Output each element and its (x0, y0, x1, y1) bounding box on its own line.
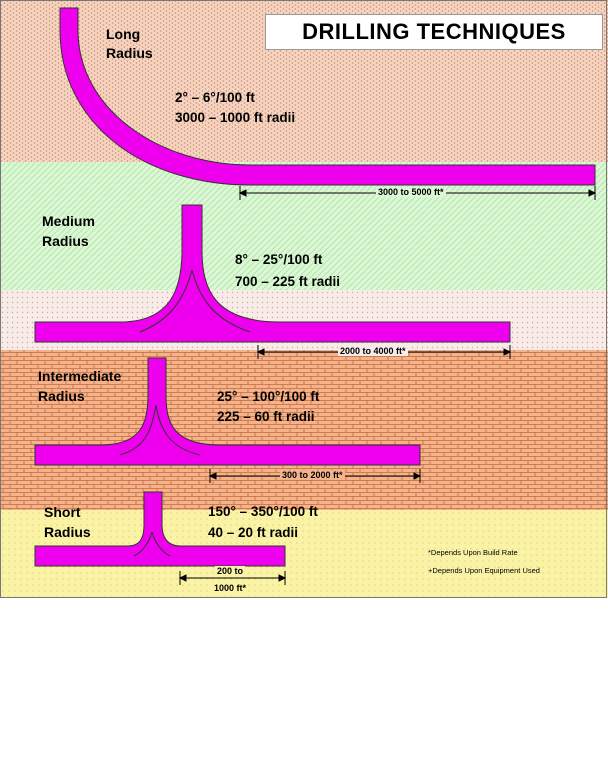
medium-build-rate: 8° – 25°/100 ft (235, 252, 323, 267)
page-title: DRILLING TECHNIQUES (302, 19, 566, 44)
short-radius-label: Short (44, 504, 81, 520)
short-radius-label-2: Radius (44, 524, 91, 540)
long-radius-label-2: Radius (106, 45, 153, 61)
short-build-rate: 150° – 350°/100 ft (208, 504, 318, 519)
intermediate-radius-label-2: Radius (38, 388, 85, 404)
medium-radius-label-2: Radius (42, 233, 89, 249)
intermediate-lateral-length: 300 to 2000 ft* (282, 470, 343, 480)
intermediate-build-rate: 25° – 100°/100 ft (217, 389, 320, 404)
long-radius-label: Long (106, 26, 141, 42)
medium-lateral-length: 2000 to 4000 ft* (340, 346, 406, 356)
medium-radius-label: Medium (42, 213, 95, 229)
intermediate-radii: 225 – 60 ft radii (217, 409, 315, 424)
long-lateral-length: 3000 to 5000 ft* (378, 187, 444, 197)
note-build-rate: *Depends Upon Build Rate (428, 548, 518, 557)
intermediate-radius-label: Intermediate (38, 368, 122, 384)
short-lateral-length-1: 200 to (217, 566, 244, 576)
title-box (265, 14, 603, 50)
long-build-rate: 2° – 6°/100 ft (175, 90, 255, 105)
long-radii: 3000 – 1000 ft radii (175, 110, 296, 125)
short-lateral-length-2: 1000 ft* (214, 583, 247, 593)
note-equipment: +Depends Upon Equipment Used (428, 566, 540, 575)
short-radii: 40 – 20 ft radii (208, 525, 299, 540)
medium-radii: 700 – 225 ft radii (235, 274, 341, 289)
